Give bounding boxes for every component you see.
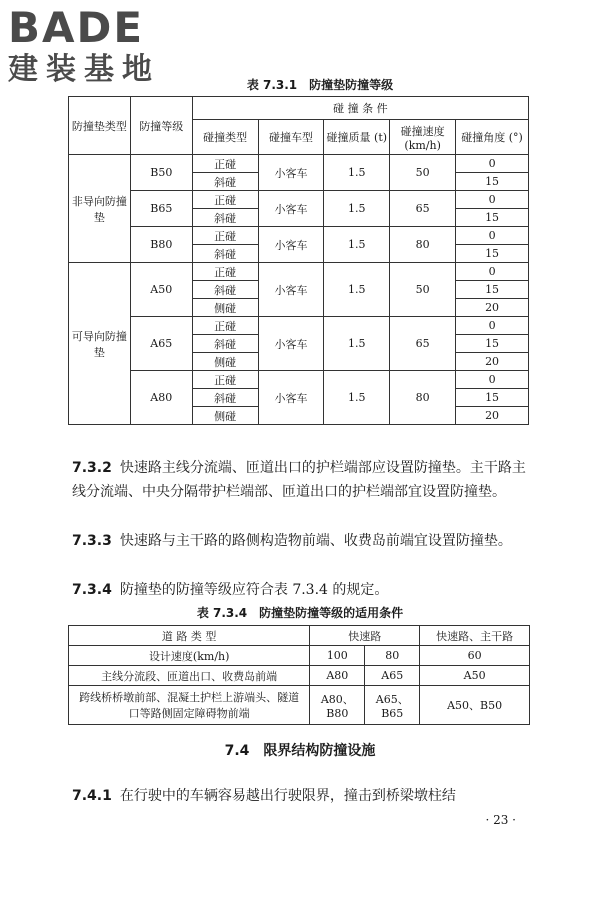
- angle-cell: 0: [456, 155, 529, 173]
- vehicle-cell: 小客车: [258, 263, 324, 317]
- mass-cell: 1.5: [324, 317, 390, 371]
- clause-number: 7.4.1: [72, 788, 112, 804]
- crash-type-cell: 侧碰: [192, 353, 258, 371]
- header-mass: 碰撞质量 (t): [324, 120, 390, 155]
- table-row: [69, 155, 529, 173]
- grade-cell: A65、B65: [365, 686, 420, 725]
- grade-cell: A80: [130, 371, 192, 425]
- speed-cell: 50: [390, 155, 456, 191]
- angle-cell: 20: [456, 407, 529, 425]
- express-arterial-header: 快速路、主干路: [420, 626, 530, 646]
- angle-cell: 15: [456, 281, 529, 299]
- clause-number: 7.3.3: [72, 533, 112, 549]
- header-type: 防撞垫类型: [69, 97, 131, 155]
- angle-cell: 0: [456, 227, 529, 245]
- angle-cell: 15: [456, 245, 529, 263]
- angle-cell: 15: [456, 173, 529, 191]
- table-row: [69, 263, 529, 281]
- design-speed-label: 设计速度(km/h): [69, 646, 310, 666]
- crash-type-cell: 正碰: [192, 263, 258, 281]
- speed-cell: 60: [420, 646, 530, 666]
- clause-number: 7.3.4: [72, 582, 112, 598]
- header-speed: 碰撞速度 (km/h): [390, 120, 456, 155]
- speed-cell: 80: [390, 371, 456, 425]
- header-angle: 碰撞角度 (°): [456, 120, 529, 155]
- angle-cell: 15: [456, 389, 529, 407]
- grade-cell: A50、B50: [420, 686, 530, 725]
- speed-cell: 65: [390, 317, 456, 371]
- vehicle-cell: 小客车: [258, 191, 324, 227]
- crash-type-cell: 正碰: [192, 191, 258, 209]
- crash-type-cell: 正碰: [192, 317, 258, 335]
- clause-7-3-4: [72, 578, 532, 602]
- page-number: · 23 ·: [485, 813, 516, 827]
- crash-type-cell: 正碰: [192, 155, 258, 173]
- angle-cell: 20: [456, 353, 529, 371]
- crash-type-cell: 斜碰: [192, 335, 258, 353]
- table-row: [69, 371, 529, 389]
- clause-7-3-3: [72, 529, 532, 553]
- table-row: [69, 317, 529, 335]
- angle-cell: 20: [456, 299, 529, 317]
- crash-type-cell: 侧碰: [192, 407, 258, 425]
- mass-cell: 1.5: [324, 191, 390, 227]
- table-row: [69, 191, 529, 209]
- road-type-header: 道 路 类 型: [69, 626, 310, 646]
- grade-cell: A65: [365, 666, 420, 686]
- angle-cell: 15: [456, 209, 529, 227]
- header-crash-type: 碰撞类型: [192, 120, 258, 155]
- angle-cell: 0: [456, 317, 529, 335]
- angle-cell: 0: [456, 263, 529, 281]
- grade-cell: B50: [130, 155, 192, 191]
- clause-text: 快速路与主干路的路侧构造物前端、收费岛前端宜设置防撞垫。: [119, 533, 512, 549]
- clause-7-4-1: [72, 784, 532, 808]
- crash-type-cell: 斜碰: [192, 245, 258, 263]
- mass-cell: 1.5: [324, 263, 390, 317]
- row1-label: 主线分流段、匝道出口、收费岛前端: [69, 666, 310, 686]
- logo-text-en: BADE: [8, 3, 145, 52]
- mass-cell: 1.5: [324, 155, 390, 191]
- vehicle-cell: 小客车: [258, 155, 324, 191]
- grade-cell: B80: [130, 227, 192, 263]
- header-grade: 防撞等级: [130, 97, 192, 155]
- clause-7-3-2: [72, 456, 532, 504]
- table2-caption: 表 7.3.4 防撞垫防撞等级的适用条件: [196, 606, 404, 620]
- crash-type-cell: 正碰: [192, 227, 258, 245]
- clause-text: 快速路主线分流端、匝道出口的护栏端部应设置防撞垫。主干路主线分流端、中央分隔带护栏端部、匝道出口的护栏端部宜设置防撞垫。: [72, 460, 526, 500]
- speed-cell: 65: [390, 191, 456, 227]
- grade-cell: A65: [130, 317, 192, 371]
- angle-cell: 15: [456, 335, 529, 353]
- header-vehicle: 碰撞车型: [258, 120, 324, 155]
- crash-type-cell: 斜碰: [192, 389, 258, 407]
- angle-cell: 0: [456, 371, 529, 389]
- grade-cell: B65: [130, 191, 192, 227]
- clause-number: 7.3.2: [72, 460, 112, 476]
- speed-cell: 80: [390, 227, 456, 263]
- table1-caption: 表 7.3.1 防撞垫防撞等级: [246, 78, 394, 92]
- cushion-type-cell: 可导向防撞垫: [69, 263, 131, 425]
- crash-cushion-grade-table: [68, 96, 529, 425]
- speed-cell: 100: [310, 646, 365, 666]
- grade-cell: A80、B80: [310, 686, 365, 725]
- crash-type-cell: 正碰: [192, 371, 258, 389]
- speed-cell: 80: [365, 646, 420, 666]
- crash-type-cell: 斜碰: [192, 209, 258, 227]
- mass-cell: 1.5: [324, 371, 390, 425]
- mass-cell: 1.5: [324, 227, 390, 263]
- clause-text: 防撞垫的防撞等级应符合表 7.3.4 的规定。: [119, 582, 389, 598]
- crash-type-cell: 斜碰: [192, 173, 258, 191]
- logo: [8, 3, 160, 88]
- applicability-table: [68, 625, 530, 725]
- grade-cell: A50: [130, 263, 192, 317]
- clause-text: 在行驶中的车辆容易越出行驶限界，撞击到桥梁墩柱结: [119, 788, 456, 804]
- section-heading: 7.4 限界结构防撞设施: [224, 743, 376, 759]
- vehicle-cell: 小客车: [258, 371, 324, 425]
- grade-cell: A80: [310, 666, 365, 686]
- table-row: [69, 227, 529, 245]
- crash-type-cell: 侧碰: [192, 299, 258, 317]
- row2-label: 跨线桥桥墩前部、混凝土护栏上游端头、隧道口等路侧固定障碍物前端: [69, 686, 310, 725]
- logo-text-cn: 建装基地: [8, 52, 160, 87]
- crash-type-cell: 斜碰: [192, 281, 258, 299]
- speed-cell: 50: [390, 263, 456, 317]
- cushion-type-cell: 非导向防撞垫: [69, 155, 131, 263]
- angle-cell: 0: [456, 191, 529, 209]
- vehicle-cell: 小客车: [258, 227, 324, 263]
- header-conditions: 碰 撞 条 件: [192, 97, 528, 120]
- grade-cell: A50: [420, 666, 530, 686]
- vehicle-cell: 小客车: [258, 317, 324, 371]
- express-header: 快速路: [310, 626, 420, 646]
